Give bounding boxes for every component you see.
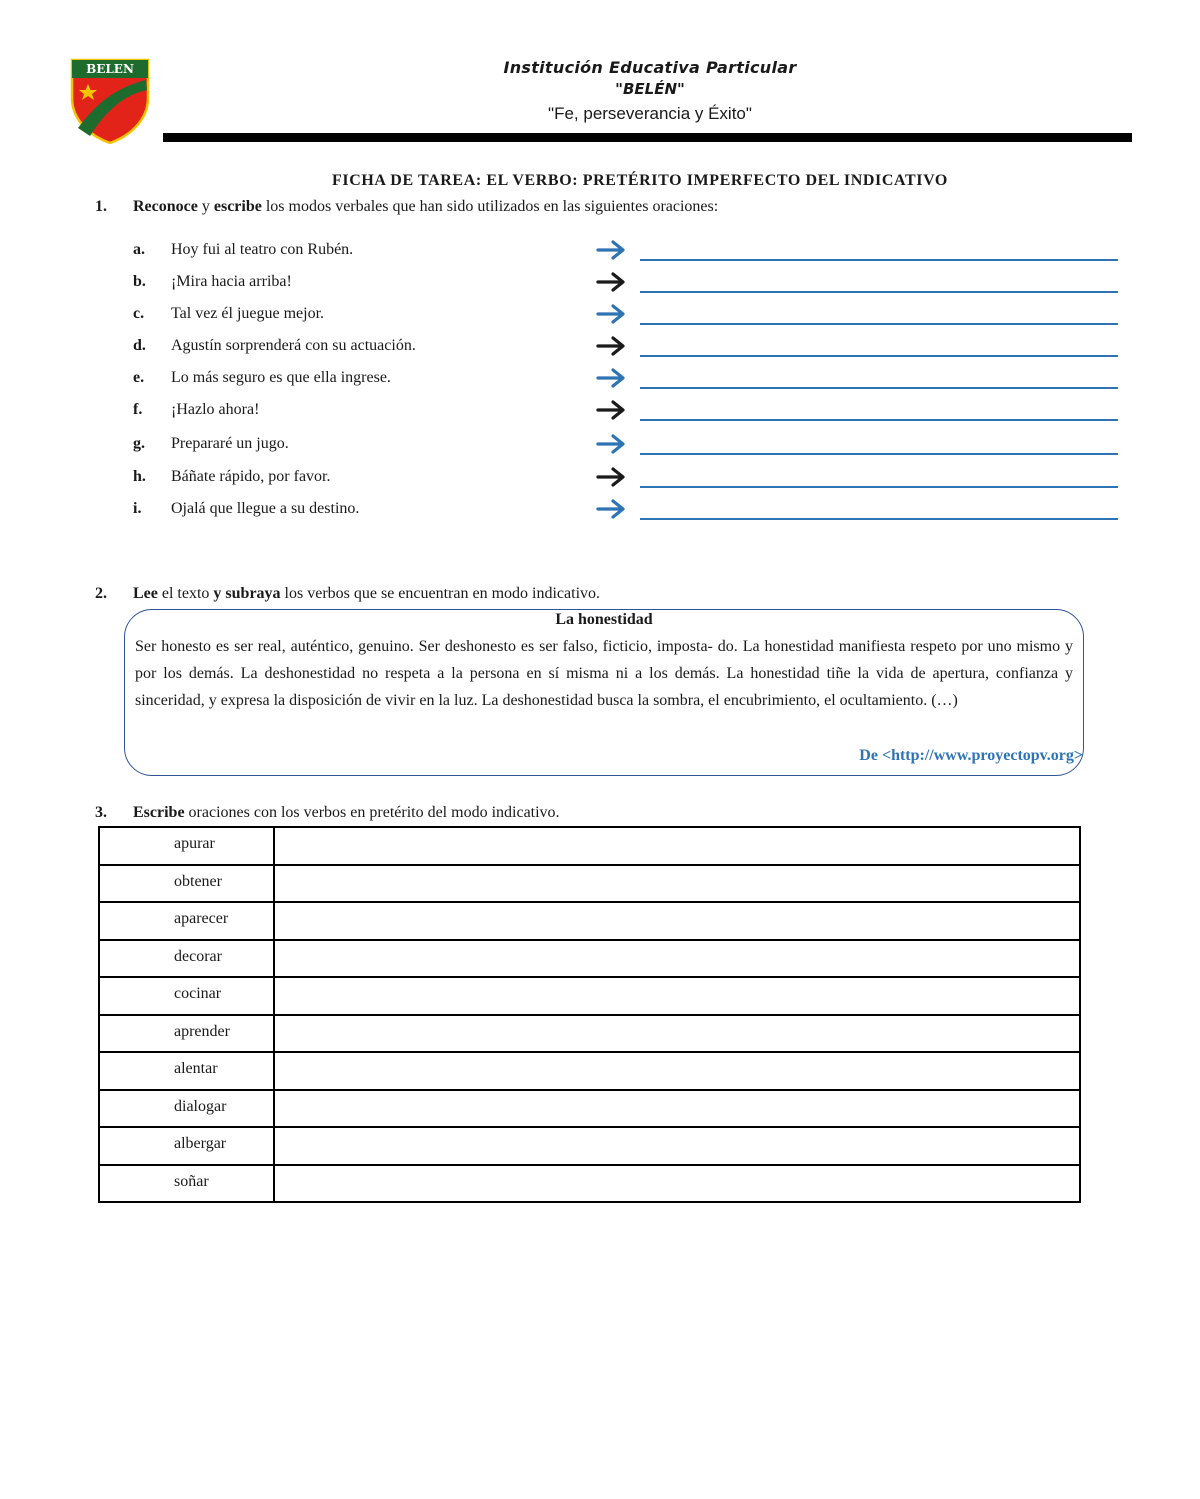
sentence-answer-cell[interactable] [274,1015,1080,1053]
verb-cell: decorar [99,940,274,978]
logo-text: BELEN [86,62,134,76]
verb-cell: albergar [99,1127,274,1165]
reading-source-link[interactable]: De <http://www.proyectopv.org> [859,747,1083,764]
sentence-answer-cell[interactable] [274,940,1080,978]
answer-line[interactable] [640,419,1118,421]
item-sentence: Lo más seguro es que ella ingrese. [171,369,391,386]
question-1-instruction [133,198,718,216]
item-letter: b. [133,273,146,290]
sentence-answer-cell[interactable] [274,902,1080,940]
reading-paragraph: Ser honesto es ser real, auténtico, genuino. Ser deshonesto es ser falso, ficticio, imposta- do. La honestidad manifiesta respeto por uno mismo y por los demás. La deshonestidad no respeta a la persona en sí misma ni a los demás. La honestidad tiñe la vida de apertura, confianza y sinceridad, y expresa la disposición de vivir en la luz. La deshonestidad busca la sombra, el encubrimiento, el ocultamiento. (…) [135,638,1073,709]
reading-title: La honestidad [555,611,653,628]
verbs-table [98,826,1081,1203]
worksheet-title: FICHA DE TAREA: EL VERBO: PRETÉRITO IMPERFECTO DEL INDICATIVO [332,172,948,189]
answer-line[interactable] [640,518,1118,520]
arrow-right-icon [596,434,626,454]
q2-verb-lee: Lee [133,585,158,602]
school-crest-logo [70,58,150,144]
header-divider [163,133,1132,142]
verb-cell: obtener [99,865,274,903]
verb-cell: aprender [99,1015,274,1053]
item-sentence: Prepararé un jugo. [171,435,289,452]
school-motto: "Fe, perseverancia y Éxito" [548,104,752,123]
verb-cell: aparecer [99,902,274,940]
item-letter: f. [133,401,143,418]
table-row [99,827,1080,865]
item-sentence: ¡Mira hacia arriba! [171,273,292,290]
question-3-instruction [133,804,560,822]
arrow-right-icon [596,304,626,324]
arrow-right-icon [596,467,626,487]
sentence-answer-cell[interactable] [274,1127,1080,1165]
verb-cell: alentar [99,1052,274,1090]
sentence-answer-cell[interactable] [274,977,1080,1015]
question-3-number: 3. [95,804,107,821]
table-row [99,1127,1080,1165]
q3-rest: oraciones con los verbos en pretérito del modo indicativo. [184,804,560,821]
item-letter: i. [133,500,142,517]
arrow-right-icon [596,272,626,292]
q1-connector: y [197,198,214,215]
table-row [99,902,1080,940]
sentence-answer-cell[interactable] [274,865,1080,903]
item-sentence: Báñate rápido, por favor. [171,468,331,485]
question-2-instruction [133,585,600,603]
answer-line[interactable] [640,453,1118,455]
sentence-answer-cell[interactable] [274,827,1080,865]
verb-cell: cocinar [99,977,274,1015]
answer-line[interactable] [640,387,1118,389]
question-1-number: 1. [95,198,107,215]
table-row [99,865,1080,903]
arrow-right-icon [596,240,626,260]
q1-verb-reconoce: Reconoce [133,198,198,215]
q2-connector: el texto [157,585,214,602]
sentence-answer-cell[interactable] [274,1052,1080,1090]
sentence-answer-cell[interactable] [274,1165,1080,1203]
item-sentence: ¡Hazlo ahora! [171,401,260,418]
q1-rest: los modos verbales que han sido utilizados en las siguientes oraciones: [261,198,719,215]
institution-name: Institución Educativa Particular [503,58,797,77]
table-row [99,1090,1080,1128]
answer-line[interactable] [640,355,1118,357]
table-row [99,1165,1080,1203]
table-row [99,977,1080,1015]
arrow-right-icon [596,400,626,420]
item-letter: d. [133,337,146,354]
table-row [99,1052,1080,1090]
answer-line[interactable] [640,291,1118,293]
answer-line[interactable] [640,486,1118,488]
item-sentence: Hoy fui al teatro con Rubén. [171,241,354,258]
verb-cell: apurar [99,827,274,865]
table-row [99,940,1080,978]
item-letter: e. [133,369,145,386]
item-letter: h. [133,468,146,485]
q1-verb-escribe: escribe [213,198,262,215]
arrow-right-icon [596,499,626,519]
q2-rest: los verbos que se encuentran en modo indicativo. [280,585,601,602]
item-letter: a. [133,241,145,258]
q2-verb-subraya: y subraya [213,585,281,602]
item-sentence: Agustín sorprenderá con su actuación. [171,337,416,354]
table-row [99,1015,1080,1053]
verb-cell: dialogar [99,1090,274,1128]
item-sentence: Ojalá que llegue a su destino. [171,500,360,517]
verb-cell: soñar [99,1165,274,1203]
sentence-answer-cell[interactable] [274,1090,1080,1128]
item-sentence: Tal vez él juegue mejor. [171,305,325,322]
answer-line[interactable] [640,259,1118,261]
item-letter: g. [133,435,145,452]
arrow-right-icon [596,368,626,388]
item-letter: c. [133,305,145,322]
q3-verb-escribe: Escribe [133,804,185,821]
answer-line[interactable] [640,323,1118,325]
arrow-right-icon [596,336,626,356]
school-name: "BELÉN" [615,80,685,98]
question-2-number: 2. [95,585,107,602]
